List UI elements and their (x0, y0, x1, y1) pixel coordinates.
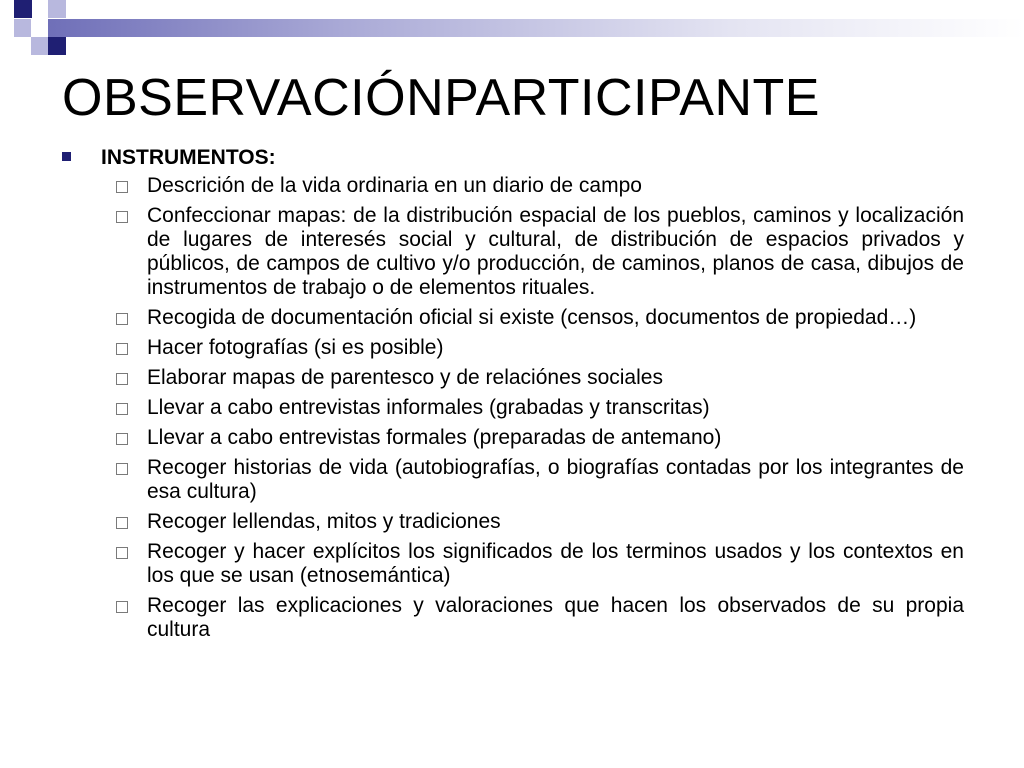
slide-title: OBSERVACIÓNPARTICIPANTE (62, 69, 820, 127)
list-item-text: Llevar a cabo entrevistas formales (preparadas de antemano) (147, 426, 722, 449)
list-item (60, 594, 964, 642)
list-item-text: Descrición de la vida ordinaria en un diario de campo (147, 174, 642, 197)
hollow-square-bullet-icon (116, 211, 128, 223)
list-item-text: Recoger historias de vida (autobiografías, o biografías contadas por los integrantes de esa cultura) (147, 456, 964, 503)
list-item (60, 456, 964, 504)
list-item (60, 336, 964, 360)
hollow-square-bullet-icon (116, 313, 128, 325)
hollow-square-bullet-icon (116, 403, 128, 415)
deco-square (14, 19, 32, 37)
list-item-text: Hacer fotografías (si es posible) (147, 336, 444, 359)
list-item (60, 510, 964, 534)
list-item-text: Confeccionar mapas: de la distribución espacial de los pueblos, caminos y localización de lugares de interesés social y cultural, de distribución de espacios privados y públicos, de campos de cultivo y/o producción, de caminos, planos de casa, dibujos de instrumentos de trabajo o de elementos rituales. (147, 204, 964, 299)
hollow-square-bullet-icon (116, 373, 128, 385)
header-decoration (0, 0, 1024, 70)
list-item (60, 366, 964, 390)
deco-square (14, 0, 32, 18)
list-item-text: Elaborar mapas de parentesco y de relaciónes sociales (147, 366, 663, 389)
list-item (60, 174, 964, 198)
list-item-text: Llevar a cabo entrevistas informales (grabadas y transcritas) (147, 396, 710, 419)
deco-gradient-bar (48, 19, 1024, 37)
list-item-text: Recogida de documentación oficial si existe (censos, documentos de propiedad…) (147, 306, 917, 329)
hollow-square-bullet-icon (116, 433, 128, 445)
square-bullet-icon (62, 152, 71, 161)
list-item-text: Recoger y hacer explícitos los significados de los terminos usados y los contextos en los que se usan (etnosemántica) (147, 540, 964, 587)
hollow-square-bullet-icon (116, 547, 128, 559)
list-item-text: Recoger lellendas, mitos y tradiciones (147, 510, 501, 533)
hollow-square-bullet-icon (116, 601, 128, 613)
section-label: INSTRUMENTOS: (101, 146, 276, 169)
deco-square (31, 37, 49, 55)
deco-square (48, 0, 66, 18)
list-item-text: Recoger las explicaciones y valoraciones que hacen los observados de su propia cultura (147, 594, 964, 641)
list-item (60, 396, 964, 420)
hollow-square-bullet-icon (116, 517, 128, 529)
deco-square (48, 37, 66, 55)
instrument-list (60, 174, 964, 642)
list-item (60, 540, 964, 588)
list-item (60, 306, 964, 330)
list-item (60, 426, 964, 450)
section-heading (60, 146, 964, 170)
hollow-square-bullet-icon (116, 343, 128, 355)
list-item (60, 204, 964, 300)
hollow-square-bullet-icon (116, 181, 128, 193)
deco-square (31, 19, 49, 37)
slide-content (60, 146, 964, 648)
hollow-square-bullet-icon (116, 463, 128, 475)
